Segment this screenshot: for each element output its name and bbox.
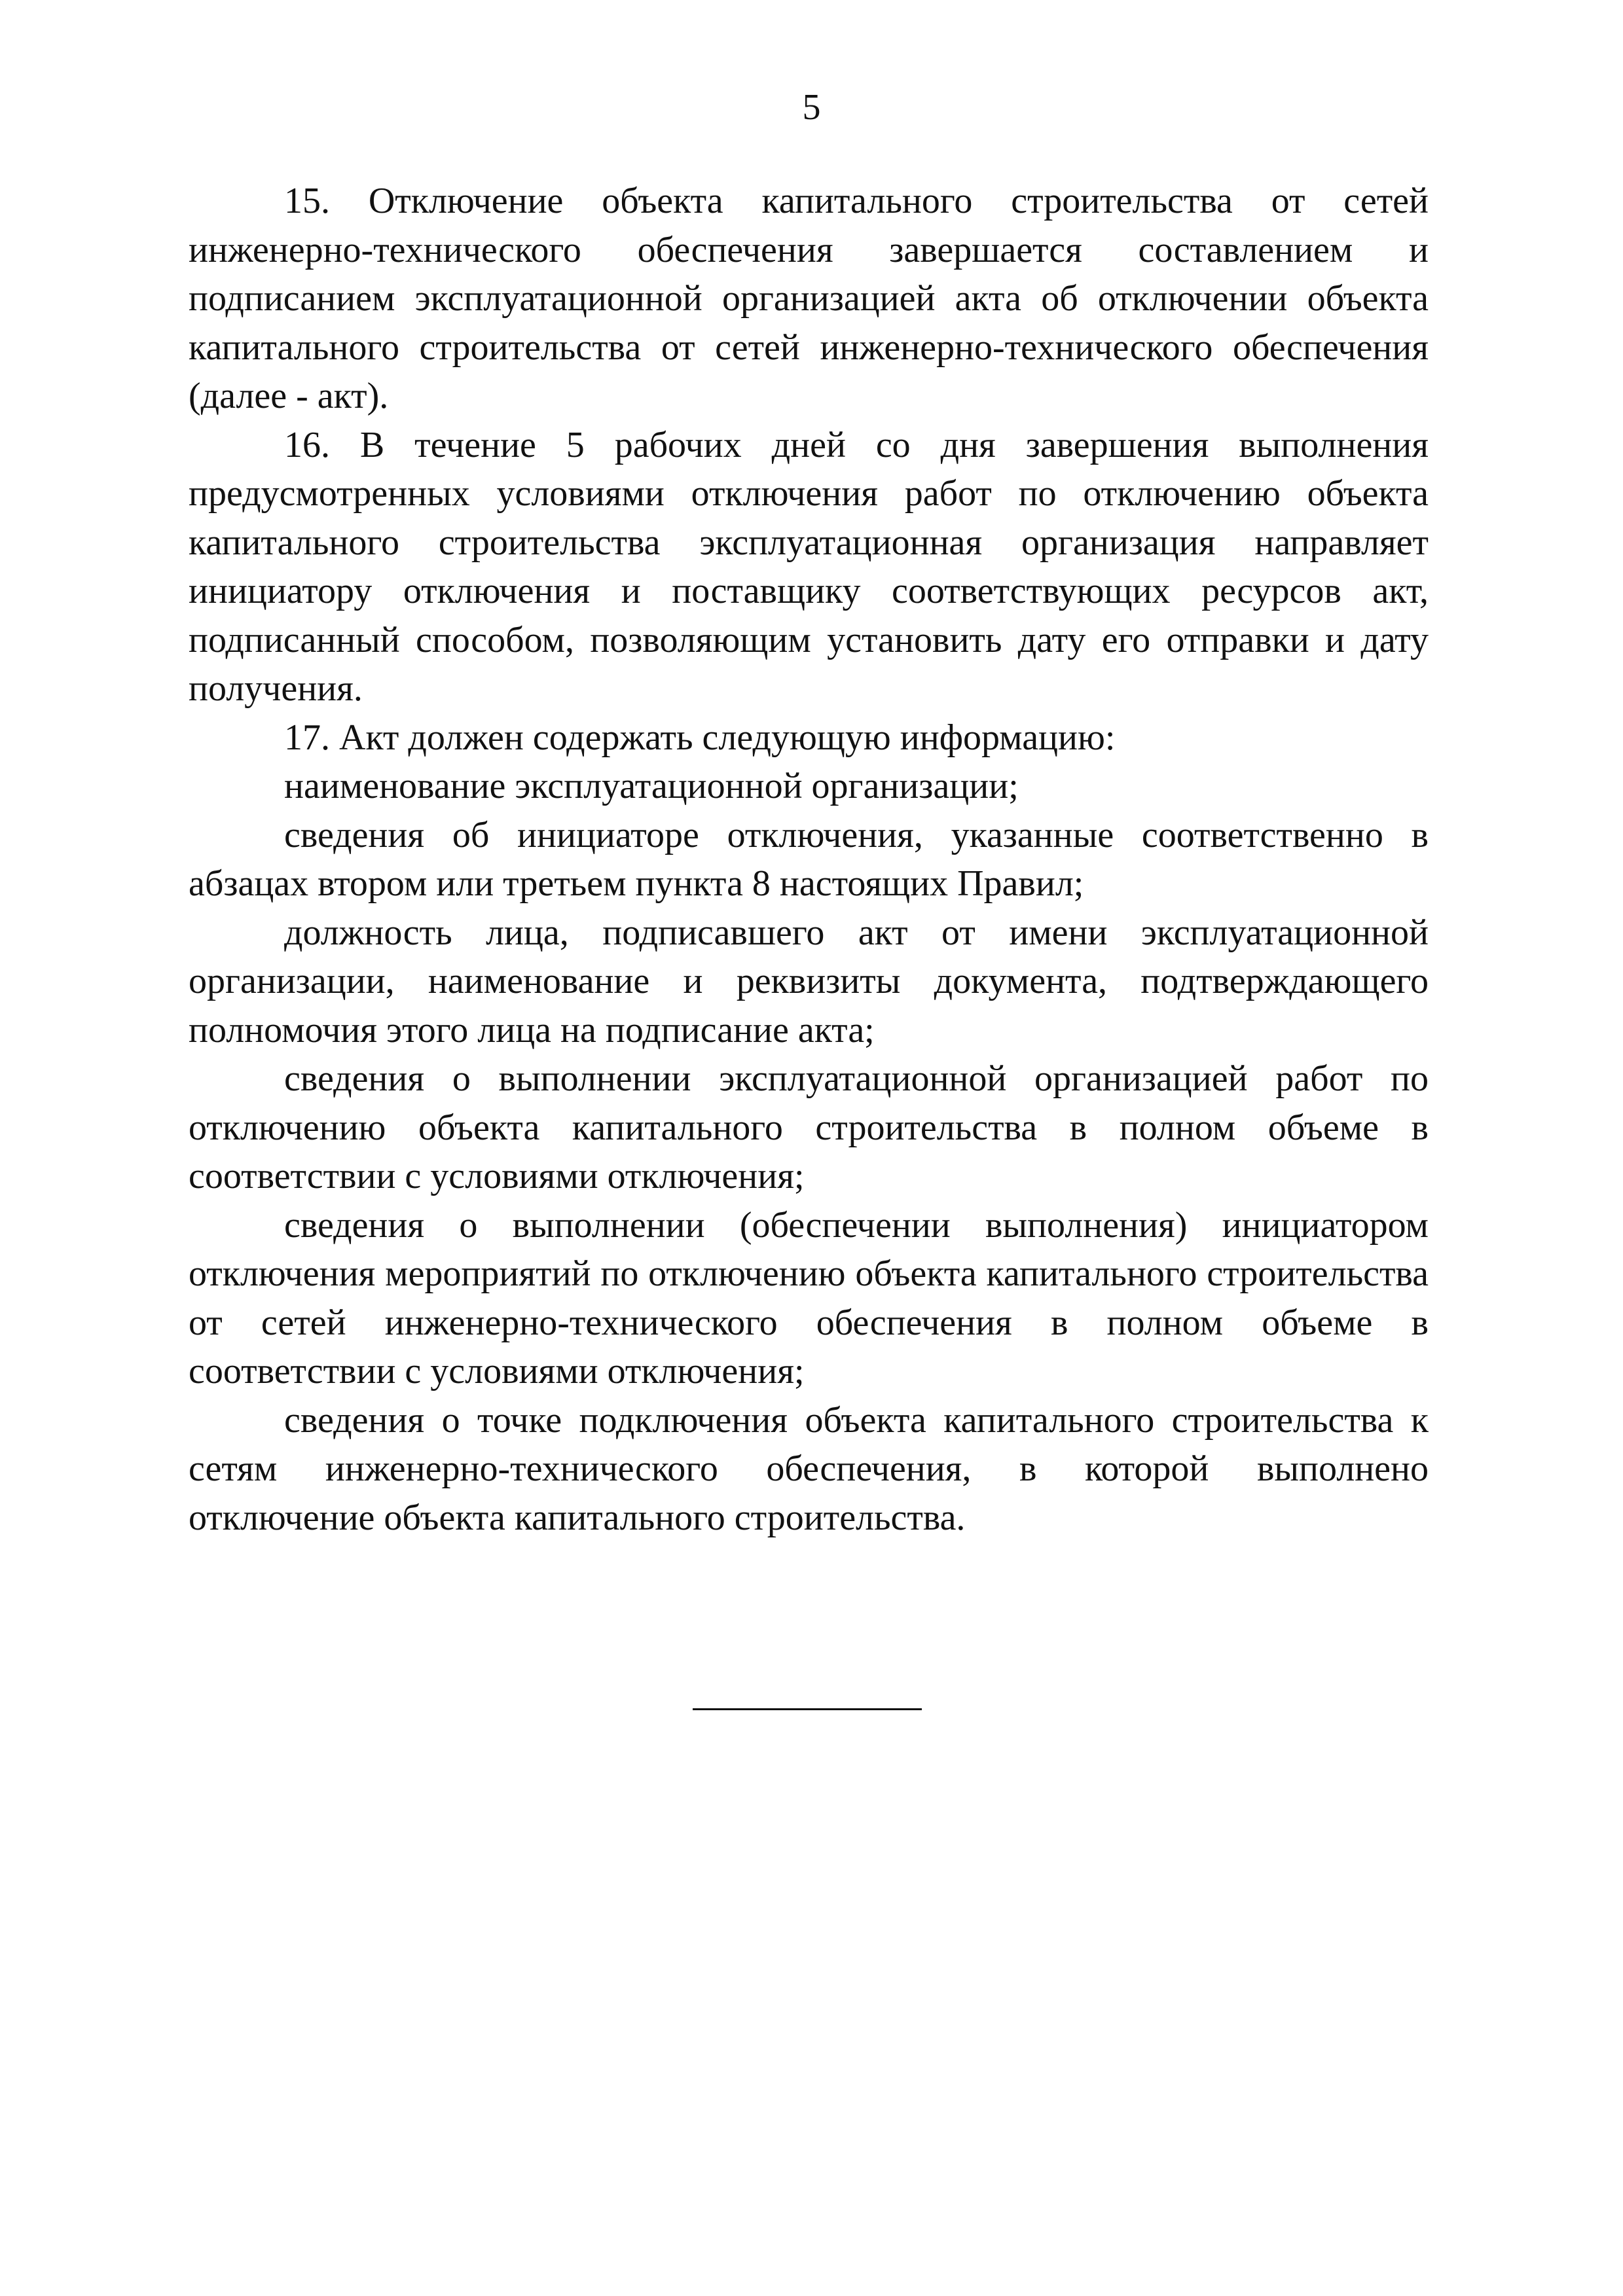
end-separator-line [693,1708,922,1710]
list-item-initiator-measures: сведения о выполнении (обеспечении выполнения) инициатором отключения мероприятий по отключению объекта капитального строительства от сетей инженерно-технического обеспечения в полном объеме в соответствии с условиями отключения; [189,1204,1429,1391]
list-item-organization-name: наименование эксплуатационной организации; [284,766,1019,806]
list-item-signatory-position: должность лица, подписавшего акт от имени эксплуатационной организации, наименование и реквизиты документа, подтверждающего полномочия этого лица на подписание акта; [189,912,1429,1050]
list-item-connection-point: сведения о точке подключения объекта капитального строительства к сетям инженерно-технического обеспечения, в которой выполнено отключение объекта капитального строительства. [189,1399,1429,1538]
list-item-operator-works: сведения о выполнении эксплуатационной организацией работ по отключению объекта капитального строительства в полном объеме в соответствии с условиями отключения; [189,1058,1429,1196]
page-number: 5 [802,87,821,128]
paragraph-17: 17. Акт должен содержать следующую информацию: [284,717,1116,758]
document-body [189,177,1429,1542]
list-item-initiator-info: сведения об инициаторе отключения, указанные соответственно в абзацах втором или третьем пункта 8 настоящих Правил; [189,814,1429,904]
paragraph-16: 16. В течение 5 рабочих дней со дня завершения выполнения предусмотренных условиями отключения работ по отключению объекта капитального строительства эксплуатационная организация направляет инициатору отключения и поставщику соответствующих ресурсов акт, подписанный способом, позволяющим установить дату его отправки и дату получения. [189,424,1429,709]
paragraph-15: 15. Отключение объекта капитального строительства от сетей инженерно-технического обеспечения завершается составлением и подписанием эксплуатационной организацией акта об отключении объекта капитального строительства от сетей инженерно-технического обеспечения (далее - акт). [189,181,1429,416]
